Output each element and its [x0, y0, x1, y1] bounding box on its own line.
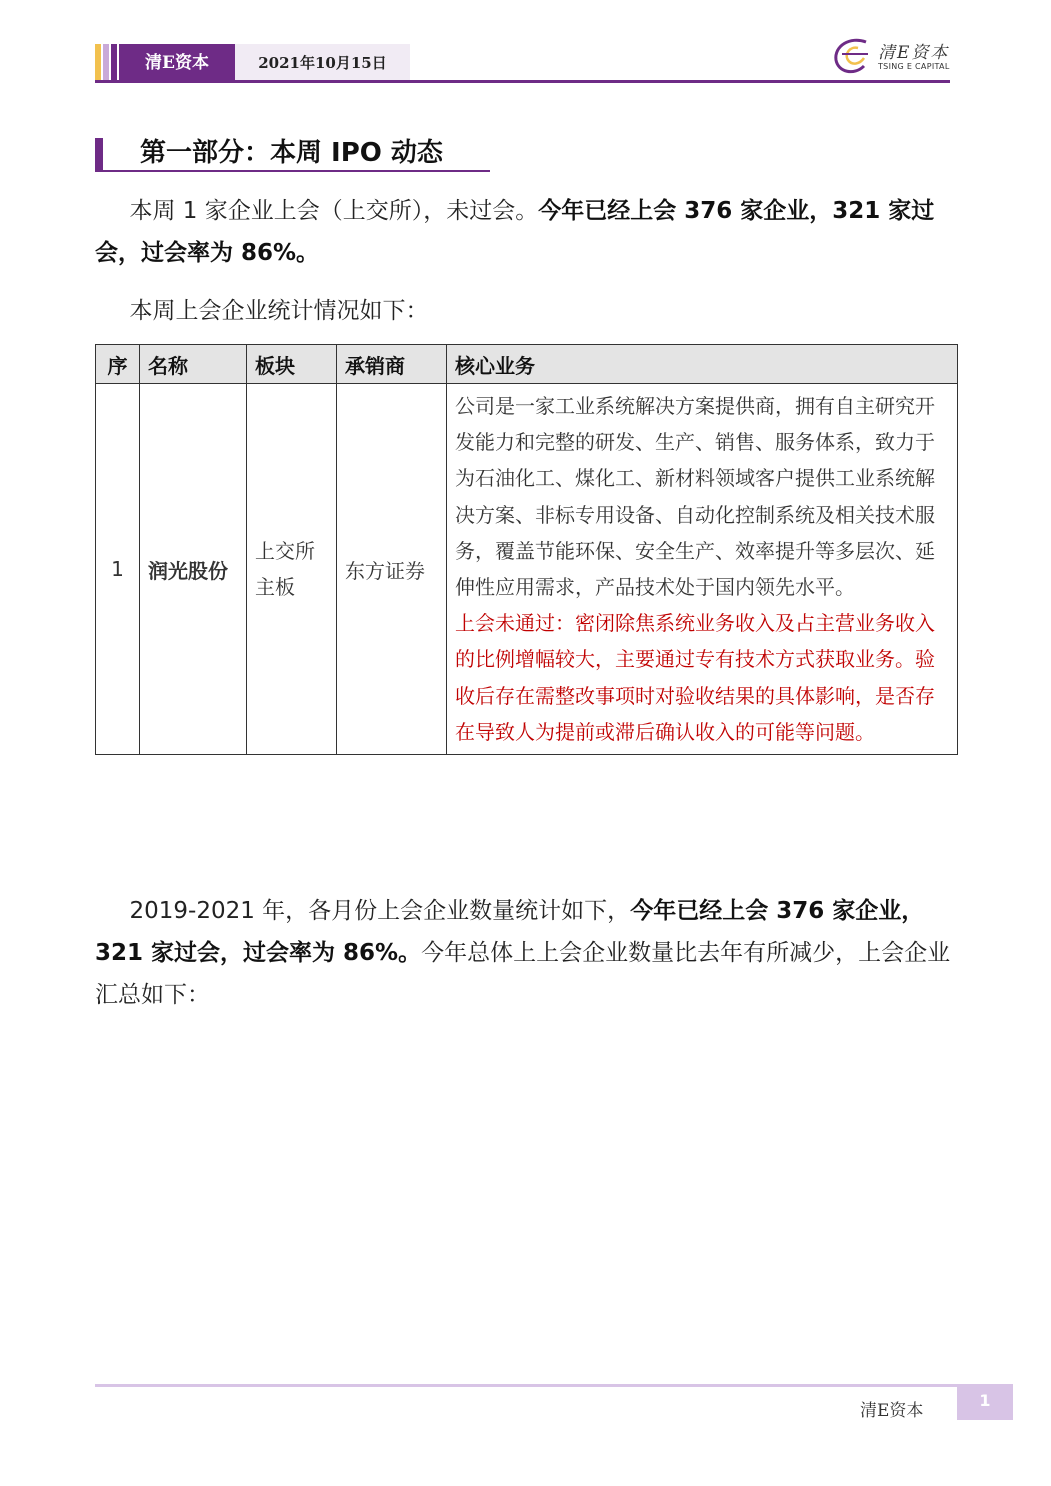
- header-index: 序: [96, 345, 140, 384]
- summary-bold-text: 今年已经上会 376 家企业，321 家过会，过会率为 86%。: [95, 898, 925, 966]
- row-board-line1: 上交所: [255, 539, 315, 564]
- header-stripe-lilac: [103, 44, 109, 82]
- header-underwriter: 承销商: [337, 345, 447, 384]
- page-number: 1: [957, 1384, 1013, 1420]
- summary-paragraph: [95, 890, 957, 1016]
- intro-bold-text: 今年已经上会 376 家企业，321 家过会，过会率为 86%。: [95, 198, 935, 266]
- section-title: 第一部分：本周 IPO 动态: [140, 138, 443, 168]
- table-header-row: [96, 345, 958, 384]
- summary-plain-text-1: 2019-2021 年，各月份上会企业数量统计如下，: [129, 898, 631, 924]
- header-business: 核心业务: [447, 345, 958, 384]
- footer-divider: [95, 1384, 957, 1387]
- row-board: [247, 384, 337, 755]
- header-name: 名称: [140, 345, 247, 384]
- logo-english-text: TSING E CAPITAL: [878, 62, 950, 71]
- header-brand: 清E资本: [119, 44, 235, 82]
- row-board-line2: 主板: [255, 575, 295, 600]
- header-stripe-yellow: [95, 44, 101, 82]
- ipo-table: [95, 344, 958, 755]
- table-row: [96, 384, 958, 755]
- header-date: 2021年10月15日: [235, 44, 410, 82]
- section-marker: [95, 138, 103, 170]
- header-stripe-purple: [111, 44, 117, 82]
- row-reject-reason: 上会未通过：密闭除焦系统业务收入及占主营业务收入的比例增幅较大，主要通过专有技术方式获取业务。验收后存在需整改事项时对验收结果的具体影响，是否存在导致人为提前或滞后确认收入的可能等问题。: [455, 611, 935, 744]
- section-underline: [95, 170, 490, 172]
- intro-paragraph: [95, 190, 957, 274]
- table-intro-text: 本周上会企业统计情况如下：: [129, 298, 429, 324]
- footer-brand: 清E资本: [860, 1401, 924, 1421]
- row-index: 1: [96, 384, 140, 755]
- header-board: 板块: [247, 345, 337, 384]
- row-business: [447, 384, 958, 755]
- row-company-name: 润光股份: [140, 384, 247, 755]
- header-divider: [95, 80, 950, 83]
- intro-plain-text: 本周 1 家企业上会（上交所），未过会。: [129, 198, 539, 224]
- table-intro-paragraph: [95, 290, 957, 332]
- logo-chinese-text: 清E资本: [878, 43, 950, 63]
- row-underwriter: 东方证券: [337, 384, 447, 755]
- row-business-desc: 公司是一家工业系统解决方案提供商，拥有自主研究开发能力和完整的研发、生产、销售、服务体系，致力于为石油化工、煤化工、新材料领域客户提供工业系统解决方案、非标专用设备、自动化控制系统及相关技术服务，覆盖节能环保、安全生产、效率提升等多层次、延伸性应用需求，产品技术处于国内领先水平。: [455, 394, 935, 600]
- summary-plain-text-2: 今年总体上上会企业数量比去年有所减少，上会企业汇总如下：: [95, 940, 951, 1008]
